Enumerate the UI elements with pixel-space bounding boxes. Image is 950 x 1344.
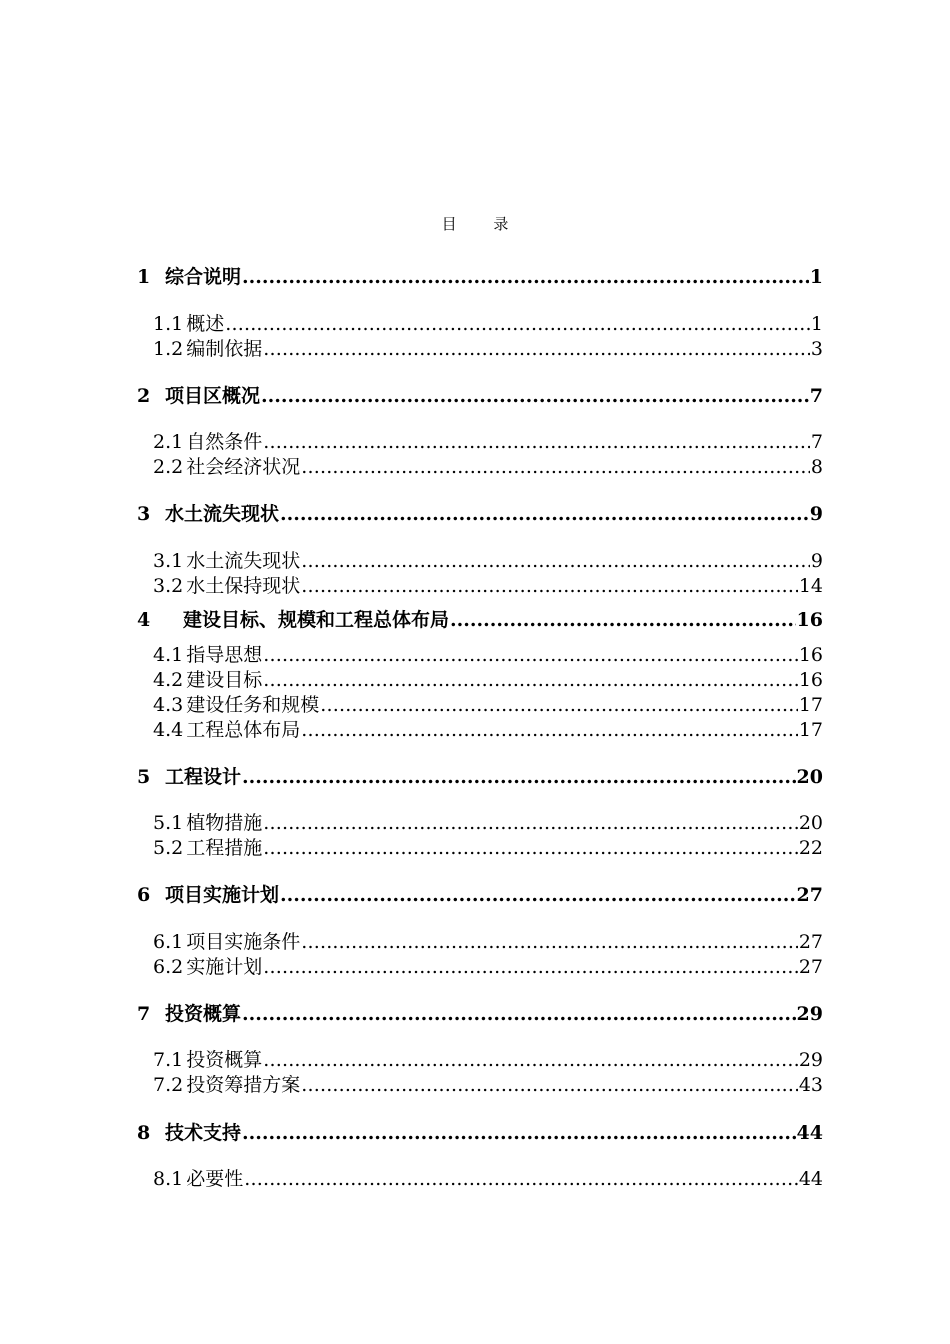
entry-title: 概述 xyxy=(186,313,225,335)
entry-title: 综合说明 xyxy=(165,266,242,288)
toc-section-entry[interactable] xyxy=(153,640,823,667)
dot-leader xyxy=(263,644,798,666)
dot-leader xyxy=(244,1168,798,1190)
toc-section-entry[interactable] xyxy=(153,427,823,454)
entry-page-number: 43 xyxy=(798,1074,823,1096)
entry-page-number: 20 xyxy=(796,766,823,788)
entry-number: 6 xyxy=(137,884,151,906)
toc-chapter-entry[interactable] xyxy=(137,605,823,632)
toc-section-entry[interactable] xyxy=(153,546,823,573)
entry-page-number: 16 xyxy=(796,609,823,631)
entry-page-number: 44 xyxy=(798,1168,823,1190)
entry-title: 工程设计 xyxy=(165,766,242,788)
entry-title: 投资概算 xyxy=(165,1003,242,1025)
dot-leader xyxy=(301,1074,798,1096)
entry-page-number: 7 xyxy=(810,431,823,453)
entry-title: 建设任务和规模 xyxy=(186,694,320,716)
entry-number: 4.1 xyxy=(153,644,184,666)
entry-number: 5 xyxy=(137,766,151,788)
toc-section-entry[interactable] xyxy=(153,715,823,742)
entry-title: 编制依据 xyxy=(186,338,263,360)
entry-number: 2.2 xyxy=(153,456,184,478)
entry-number: 4.3 xyxy=(153,694,184,716)
entry-number: 7.2 xyxy=(153,1074,184,1096)
toc-chapter-entry[interactable] xyxy=(137,762,823,789)
toc-section-entry[interactable] xyxy=(153,665,823,692)
toc-section-entry[interactable] xyxy=(153,1164,823,1191)
entry-title: 投资筹措方案 xyxy=(186,1074,301,1096)
entry-page-number: 1 xyxy=(810,313,823,335)
dot-leader xyxy=(242,1003,796,1025)
entry-number: 6.2 xyxy=(153,956,184,978)
entry-number: 6.1 xyxy=(153,931,184,953)
entry-title: 项目区概况 xyxy=(165,385,261,407)
entry-page-number: 16 xyxy=(798,644,823,666)
entry-page-number: 20 xyxy=(798,812,823,834)
dot-leader xyxy=(263,837,798,859)
dot-leader xyxy=(450,609,796,631)
toc-section-entry[interactable] xyxy=(153,334,823,361)
entry-number: 4.4 xyxy=(153,719,184,741)
entry-number: 7 xyxy=(137,1003,151,1025)
entry-title: 工程措施 xyxy=(186,837,263,859)
toc-title: 目 录 xyxy=(441,215,525,233)
entry-number: 5.2 xyxy=(153,837,184,859)
entry-number: 2 xyxy=(137,385,151,407)
entry-title: 技术支持 xyxy=(165,1122,242,1144)
entry-number: 3.2 xyxy=(153,575,184,597)
entry-page-number: 44 xyxy=(796,1122,823,1144)
entry-page-number: 22 xyxy=(798,837,823,859)
entry-title: 水土流失现状 xyxy=(186,550,301,572)
dot-leader xyxy=(242,266,809,288)
entry-number: 4.2 xyxy=(153,669,184,691)
entry-page-number: 17 xyxy=(798,694,823,716)
entry-title: 项目实施计划 xyxy=(165,884,280,906)
toc-chapter-entry[interactable] xyxy=(137,999,823,1026)
entry-number: 3.1 xyxy=(153,550,184,572)
entry-page-number: 3 xyxy=(810,338,823,360)
entry-page-number: 16 xyxy=(798,669,823,691)
dot-leader xyxy=(261,385,809,407)
dot-leader xyxy=(263,669,798,691)
entry-page-number: 7 xyxy=(809,385,823,407)
entry-title: 水土保持现状 xyxy=(186,575,301,597)
dot-leader xyxy=(242,1122,796,1144)
entry-page-number: 1 xyxy=(809,266,823,288)
toc-section-entry[interactable] xyxy=(153,833,823,860)
entry-number: 2.1 xyxy=(153,431,184,453)
toc-section-entry[interactable] xyxy=(153,309,823,336)
entry-number: 7.1 xyxy=(153,1049,184,1071)
entry-page-number: 17 xyxy=(798,719,823,741)
entry-page-number: 9 xyxy=(809,503,823,525)
entry-title: 建设目标 xyxy=(186,669,263,691)
toc-chapter-entry[interactable] xyxy=(137,1118,823,1145)
dot-leader xyxy=(242,766,796,788)
entry-page-number: 8 xyxy=(810,456,823,478)
dot-leader xyxy=(301,456,810,478)
entry-page-number: 29 xyxy=(798,1049,823,1071)
entry-title: 投资概算 xyxy=(186,1049,263,1071)
entry-number: 3 xyxy=(137,503,151,525)
toc-chapter-entry[interactable] xyxy=(137,262,823,289)
entry-page-number: 14 xyxy=(798,575,823,597)
dot-leader xyxy=(263,956,798,978)
toc-chapter-entry[interactable] xyxy=(137,499,823,526)
toc-chapter-entry[interactable] xyxy=(137,381,823,408)
dot-leader xyxy=(280,884,796,906)
entry-title: 植物措施 xyxy=(186,812,263,834)
entry-title: 项目实施条件 xyxy=(186,931,301,953)
entry-page-number: 27 xyxy=(796,884,823,906)
dot-leader xyxy=(263,812,798,834)
dot-leader xyxy=(263,431,810,453)
entry-page-number: 9 xyxy=(810,550,823,572)
toc-section-entry[interactable] xyxy=(153,452,823,479)
entry-number: 8.1 xyxy=(153,1168,184,1190)
entry-number: 5.1 xyxy=(153,812,184,834)
entry-title: 指导思想 xyxy=(186,644,263,666)
entry-title: 水土流失现状 xyxy=(165,503,280,525)
dot-leader xyxy=(301,719,798,741)
entry-number: 4 xyxy=(137,609,151,631)
dot-leader xyxy=(301,575,798,597)
dot-leader xyxy=(320,694,798,716)
dot-leader xyxy=(301,931,798,953)
entry-title: 建设目标、规模和工程总体布局 xyxy=(183,609,450,631)
entry-page-number: 27 xyxy=(798,931,823,953)
toc-section-entry[interactable] xyxy=(153,927,823,954)
toc-section-entry[interactable] xyxy=(153,952,823,979)
dot-leader xyxy=(263,338,810,360)
dot-leader xyxy=(301,550,810,572)
dot-leader xyxy=(263,1049,798,1071)
entry-number: 1.1 xyxy=(153,313,184,335)
toc-section-entry[interactable] xyxy=(153,1070,823,1097)
toc-chapter-entry[interactable] xyxy=(137,880,823,907)
toc-section-entry[interactable] xyxy=(153,690,823,717)
dot-leader xyxy=(225,313,810,335)
toc-section-entry[interactable] xyxy=(153,808,823,835)
entry-number: 1 xyxy=(137,266,151,288)
entry-title: 自然条件 xyxy=(186,431,263,453)
entry-page-number: 29 xyxy=(796,1003,823,1025)
entry-title: 工程总体布局 xyxy=(186,719,301,741)
entry-page-number: 27 xyxy=(798,956,823,978)
dot-leader xyxy=(280,503,809,525)
toc-section-entry[interactable] xyxy=(153,1045,823,1072)
entry-title: 实施计划 xyxy=(186,956,263,978)
toc-section-entry[interactable] xyxy=(153,571,823,598)
entry-number: 1.2 xyxy=(153,338,184,360)
entry-title: 社会经济状况 xyxy=(186,456,301,478)
entry-number: 8 xyxy=(137,1122,151,1144)
entry-title: 必要性 xyxy=(186,1168,244,1190)
